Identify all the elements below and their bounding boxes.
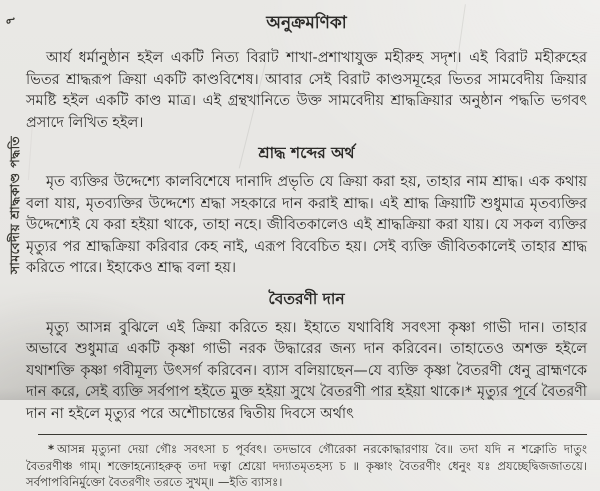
section-heading-vaitarani-dan: বৈতরণী দান xyxy=(268,289,345,308)
page-title: অনুক্রমণিকা xyxy=(266,13,347,33)
section-heading-shraddha-meaning: শ্রাদ্ধ শব্দের অর্থ xyxy=(258,144,355,162)
page-content xyxy=(26,8,587,491)
page-number: ৭ xyxy=(3,15,19,26)
footnote xyxy=(26,441,587,491)
footnote-marker: * xyxy=(48,442,55,456)
paragraph-vaitarani-dan: মৃত্যু আসন্ন বুঝিলে এই ক্রিয়া করিতে হয়। ইহাতে যথাবিধি সবৎসা কৃষ্ণা গাভী দান। তাহার অভাবে শুধুমাত্র একটি কৃষ্ণা গাভী নরক উদ্ধারের জন্য দান করিবেন। তাহাতেও অশক্ত হইলে যথাশক্তি কৃষ্ণা গবীমূল্য উৎসর্গ করিবেন। ব্যাস বলিয়াছেন—যে ব্যক্তি কৃষ্ণা বৈতরণী ধেনু ব্রাহ্মণকে দান করে, সেই ব্যক্তি সর্বপাপ হইতে মুক্ত হইয়া সুখে বৈতরণী পার হইয়া থাকে।* মৃত্যুর পূর্বে বৈতরণী দান না হইলে মৃত্যুর পরে অশৌচান্তের দ্বিতীয় দিবসে অর্থাৎ xyxy=(26,319,587,422)
paragraph-shraddha-meaning: মৃত ব্যক্তির উদ্দেশ্যে কালবিশেষে দানাদি প্রভৃতি যে ক্রিয়া করা হয়, তাহার নাম শ্রাদ্ধ। এক কথায় বলা যায়, মৃতব্যক্তির উদ্দেশ্যে শ্রদ্ধা সহকারে দান করাই শ্রাদ্ধ। এই শ্রাদ্ধ ক্রিয়াটি শুধুমাত্র মৃতব্যক্তির উদ্দেশ্যেই যে করা হইয়া থাকে, তাহা নহে। জীবিতকালেও এই শ্রাদ্ধক্রিয়া করা যায়। যে সকল ব্যক্তির মৃত্যুর পর শ্রাদ্ধক্রিয়া করিবার কেহ নাই, এরূপ বিবেচিত হয়। সেই ব্যক্তি জীবিতকালেই তাহার শ্রাদ্ধ করিতে পারে। ইহাকেও শ্রাদ্ধ বলা হয়। xyxy=(26,174,587,276)
footnote-divider xyxy=(38,434,587,435)
side-title-running-head: সামবেদীয় শ্রাদ্ধকাণ্ড পদ্ধতি xyxy=(7,135,22,275)
paragraph-introduction: আর্য ধর্মানুষ্ঠান হইল একটি নিত্য বিরাট শাখা-প্রশাখাযুক্ত মহীরুহ সদৃশ। এই বিরাট মহীরুহের ভিতর শ্রাদ্ধরূপ ক্রিয়া একটি কাণ্ডবিশেষ। আবার সেই বিরাট কাণ্ডসমূহের ভিতর সামবেদীয় ক্রিয়ার সমষ্টি হইল একটি কাণ্ড মাত্র। এই গ্রন্থখানিতে উক্ত সামবেদীয় শ্রাদ্ধক্রিয়ার অনুষ্ঠান পদ্ধতি ভগবৎ প্রসাদে লিখিত হইল। xyxy=(26,50,587,131)
footnote-text: আসন্ন মৃত্যুনা দেয়া গৌঃ সবৎসা চ পূর্ববৎ। তদভাবে গৌরেকা নরকোদ্ধারণায় বৈ॥ তদা যদি ন শক্নোতি দাতুং বৈতরণীঞ্চ গাম্। শক্তোহন্যোহরুক্ তদা দত্বা শ্রেয়ো দদ্যাতমৃতহস্য চ ॥ কৃষ্ণাং বৈতরণীং ধেনুং যঃ প্রযচ্ছেদ্বিজজাতয়ে। সর্বপাপবিনির্মুক্তো বৈতরণীং তরতে সুখম্॥ —ইতি ব্যাসঃ। xyxy=(26,442,587,489)
